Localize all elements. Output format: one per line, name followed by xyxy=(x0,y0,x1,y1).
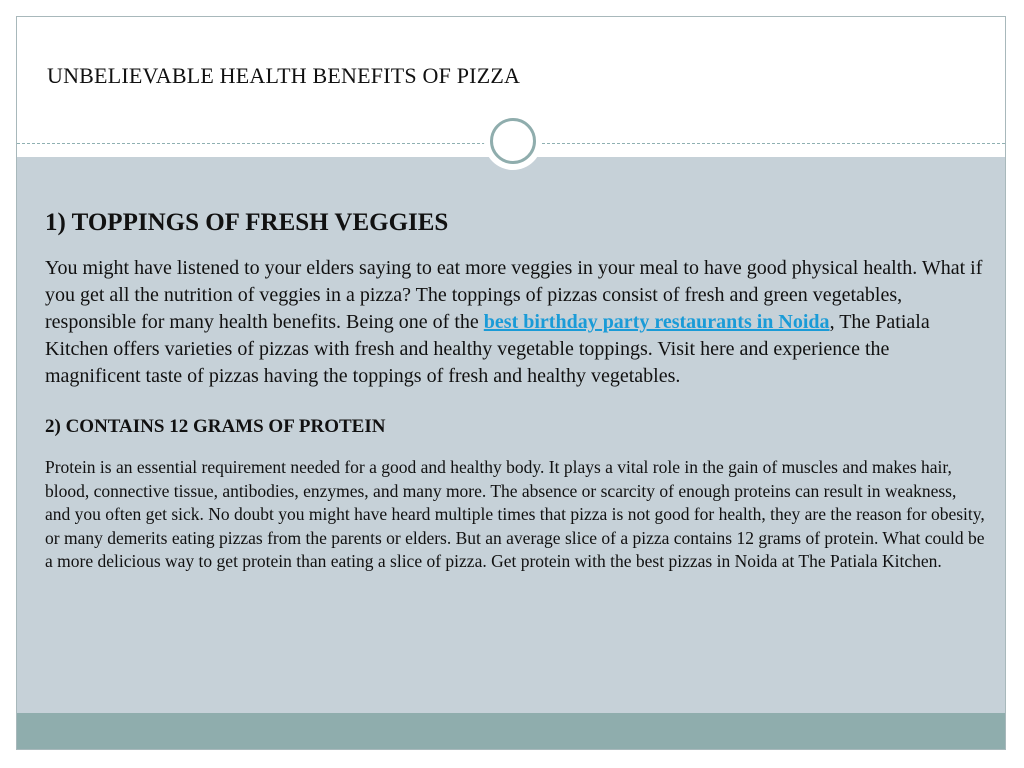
content-area xyxy=(17,157,1005,715)
slide xyxy=(16,16,1006,750)
section1-heading: 1) TOPPINGS OF FRESH VEGGIES xyxy=(45,209,449,236)
circle-ornament-icon xyxy=(484,112,542,170)
section1-text-after-link: , The Patiala Kitchen offers varieties of pizzas with fresh and healthy vegetable toppings. Visit here and experience the magnificent taste of pizzas having the toppings of fresh and healthy vegetables. xyxy=(45,311,930,387)
body-text xyxy=(45,209,985,574)
section1-text-before-link: You might have listened to your elders saying to eat more veggies in your meal to have good physical health. What if you get all the nutrition of veggies in a pizza? The toppings of pizzas consist of fresh and green vegetables, responsible for many health benefits. Being one of the xyxy=(45,257,983,333)
slide-title: UNBELIEVABLE HEALTH BENEFITS OF PIZZA xyxy=(47,63,521,88)
footer-bar xyxy=(17,713,1005,749)
section1-paragraph xyxy=(45,255,985,390)
section2-paragraph: Protein is an essential requirement needed for a good and healthy body. It plays a vital role in the gain of muscles and makes hair, blood, connective tissue, antibodies, enzymes, and many more. The absence or scarcity of enough proteins can result in weakness, and you often get sick. No doubt you might have heard multiple times that pizza is not good for health, they are the reason for obesity, or many demerits eating pizzas from the parents or elders. But an average slice of a pizza contains 12 grams of protein. What could be a more delicious way to get protein than eating a slice of pizza. Get protein with the best pizzas in Noida at The Patiala Kitchen. xyxy=(45,457,985,571)
section2-heading: 2) CONTAINS 12 GRAMS OF PROTEIN xyxy=(45,416,386,437)
restaurants-link[interactable]: best birthday party restaurants in Noida xyxy=(483,311,830,333)
